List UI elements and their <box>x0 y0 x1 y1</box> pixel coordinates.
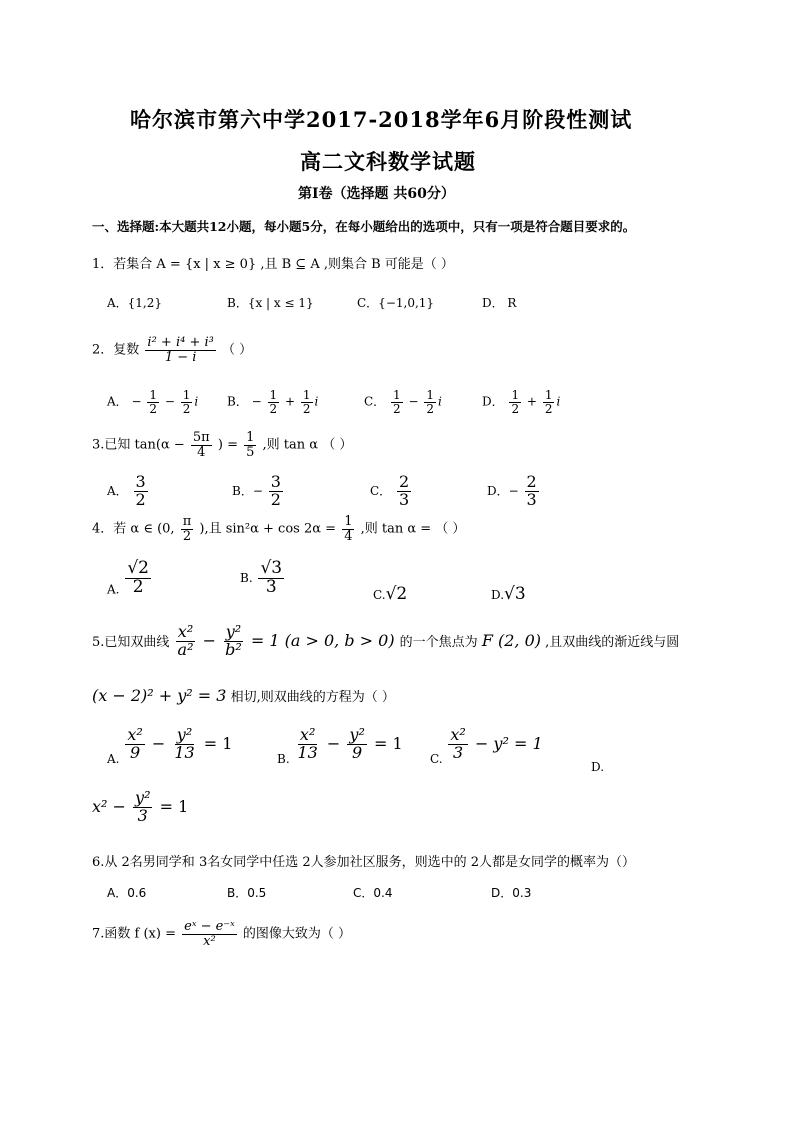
option-label: A. <box>107 751 120 766</box>
option-operator: − <box>164 394 175 409</box>
denominator: 2 <box>182 401 191 416</box>
numerator: 1 <box>302 388 311 402</box>
question-2-stem <box>92 336 252 364</box>
imaginary-unit: i <box>314 394 319 409</box>
option-label: A． <box>107 483 128 498</box>
question-3-prefix: 3.已知 tan(α − <box>92 437 185 453</box>
numerator: eˣ − e⁻ˣ <box>184 919 235 934</box>
question-5-option-c <box>430 725 543 766</box>
question-5-option-a <box>107 725 233 766</box>
option-fraction <box>147 389 159 415</box>
question-3-fraction-1 <box>191 431 212 459</box>
denominator: 5 <box>246 444 255 460</box>
option-label: D. <box>491 588 505 602</box>
numerator: 1 <box>246 430 255 445</box>
denominator: 2 <box>302 401 311 416</box>
equation-fraction <box>172 727 196 762</box>
denominator: a² <box>177 639 194 659</box>
denominator: 3 <box>265 576 277 597</box>
focus-point: F (2, 0) <box>481 630 542 650</box>
imaginary-unit: i <box>438 394 442 409</box>
question-1-option-a: A．{1,2} <box>107 296 163 310</box>
option-fraction <box>424 389 436 415</box>
numerator: 2 <box>399 472 410 491</box>
option-label: A． <box>107 394 128 409</box>
question-5-line-2-text: 相切,则双曲线的方程为（ ） <box>230 690 395 705</box>
option-fraction <box>543 389 555 415</box>
question-5-prefix: 5.已知双曲线 <box>92 634 170 650</box>
question-5-stem <box>92 624 679 659</box>
option-label: B. <box>277 751 290 766</box>
question-3-fraction-2 <box>244 431 256 459</box>
numerator: x² <box>450 725 466 744</box>
question-7-stem <box>92 920 351 948</box>
equation-rest: = 1 (a > 0, b > 0) <box>250 630 395 650</box>
numerator: 2 <box>526 472 537 491</box>
option-fraction <box>397 474 411 509</box>
denominator: 3 <box>399 489 410 509</box>
equation-fraction <box>223 624 244 659</box>
imaginary-unit: i <box>556 394 561 409</box>
option-operator: + <box>285 394 296 409</box>
denominator: 2 <box>426 401 435 416</box>
numerator: y² <box>349 725 365 744</box>
denominator: 2 <box>511 401 520 416</box>
question-2-option-b <box>227 389 318 415</box>
option-label: B． <box>227 394 248 409</box>
option-fraction <box>525 474 539 509</box>
option-value: √2 <box>385 584 408 604</box>
question-4-option-a <box>107 560 153 597</box>
section-instructions: 一、选择题:本大题共12小题，每小题5分，在每小题给出的选项中，只有一项是符合题目要求的。 <box>92 219 636 234</box>
option-equation: $\frac{\text{x²}}{9}$ − $\frac{\text{y²}}{13}$ = 1 <box>127 725 233 762</box>
question-4-fraction-2 <box>342 515 354 543</box>
numerator: y² <box>135 788 151 807</box>
option-fraction <box>125 560 151 597</box>
numerator: y² <box>225 622 242 641</box>
question-2-option-a <box>107 389 198 415</box>
denominator: 2 <box>393 401 401 416</box>
denominator: 9 <box>352 742 363 762</box>
denominator: 3 <box>137 805 148 825</box>
option-label: D． <box>482 394 504 409</box>
denominator: 4 <box>344 528 353 544</box>
numerator: 3 <box>135 472 146 491</box>
question-4-prefix: 4．若 α ∈ (0, <box>92 521 175 537</box>
option-label: D．− <box>487 483 519 498</box>
question-6-option-d: D．0.3 <box>491 886 532 900</box>
question-5-line-2 <box>92 686 395 705</box>
equation-fraction <box>347 727 366 762</box>
numerator: 3 <box>270 472 281 491</box>
circle-equation: (x − 2)² + y² = 3 <box>92 686 227 705</box>
numerator: y² <box>176 725 193 744</box>
question-2-fraction <box>145 336 215 364</box>
question-4-stem <box>92 515 465 543</box>
question-3-suffix: ,则 tan α （ ） <box>262 437 353 453</box>
question-1-option-c: C．{−1,0,1} <box>357 296 435 310</box>
numerator: 5π <box>192 430 210 445</box>
numerator: 1 <box>182 388 191 402</box>
numerator: x² <box>299 725 316 744</box>
numerator: x² <box>177 622 194 641</box>
denominator: 2 <box>270 489 281 509</box>
option-fraction <box>268 389 280 415</box>
question-4-fraction-1 <box>181 515 194 543</box>
question-4-mid: ),且 sin²α + cos 2α = <box>199 521 337 537</box>
denominator: 13 <box>297 742 318 762</box>
option-label: B．− <box>232 483 263 498</box>
option-label: C． <box>364 394 386 409</box>
question-4-option-c <box>373 584 407 604</box>
numerator: 1 <box>544 388 553 402</box>
denominator: 4 <box>197 444 206 460</box>
question-1-option-d: D． R <box>482 296 517 310</box>
question-5-option-d-equation <box>92 790 188 825</box>
question-3-stem <box>92 431 352 459</box>
numerator: x² <box>127 725 143 744</box>
option-equation: $\frac{\text{x²}}{13}$ − $\frac{\text{y²}}{9}$ = 1 <box>297 725 403 762</box>
denominator: 13 <box>174 742 195 762</box>
exam-subtitle: 高二文科数学试题 <box>300 149 476 174</box>
question-7-fraction <box>182 920 237 948</box>
denominator: 9 <box>129 742 141 762</box>
question-2-numerator: i² + i⁴ + i³ <box>147 335 214 350</box>
option-value: √3 <box>504 584 526 604</box>
equation-prefix: x² − <box>92 796 126 816</box>
numerator: π <box>182 514 192 529</box>
option-label: B. <box>240 570 253 585</box>
numerator: 1 <box>426 388 435 402</box>
question-5-option-b <box>277 725 403 766</box>
question-3-option-b <box>232 474 285 509</box>
question-3-option-c <box>370 474 413 509</box>
option-fraction <box>134 474 148 509</box>
question-2-option-c <box>364 389 442 415</box>
equation-fraction <box>125 727 144 762</box>
option-fraction <box>301 389 313 415</box>
option-label: A. <box>107 582 120 597</box>
question-3-option-d <box>487 474 541 509</box>
option-fraction <box>269 474 283 509</box>
question-3-option-a <box>107 474 150 509</box>
option-operator: − <box>408 394 419 409</box>
equation-rest: = 1 <box>373 733 403 753</box>
operator: − <box>202 630 216 650</box>
question-2-option-d <box>482 389 560 415</box>
question-7-suffix: 的图像大致为（ ） <box>242 926 352 942</box>
question-6-option-b: B．0.5 <box>227 886 267 900</box>
option-fraction <box>181 389 193 415</box>
option-operator: + <box>526 394 537 409</box>
question-2-suffix: （ ） <box>221 342 253 358</box>
denominator: 2 <box>182 528 192 544</box>
denominator: 2 <box>544 401 553 416</box>
option-fraction <box>391 389 403 415</box>
question-5-mid: 的一个焦点为 <box>399 634 478 650</box>
question-6-option-c: C．0.4 <box>353 886 393 900</box>
equation-rest: = 1 <box>159 796 189 816</box>
question-1-option-b: B．{x | x ≤ 1} <box>227 296 314 310</box>
question-5-suffix: ,且双曲线的渐近线与圆 <box>545 634 680 650</box>
option-sign: − <box>251 394 262 409</box>
question-6-stem: 6.从 2名男同学和 3名女同学中任选 2人参加社区服务，则选中的 2人都是女同学的概率为（） <box>92 855 636 870</box>
denominator: b² <box>225 639 242 659</box>
question-5-option-d-label: D. <box>591 760 605 774</box>
numerator: √2 <box>127 558 149 578</box>
numerator: 1 <box>344 514 353 529</box>
option-equation <box>446 725 543 762</box>
equation-fraction <box>295 727 319 762</box>
question-3-mid: ) = <box>217 437 238 453</box>
numerator: 1 <box>149 388 158 402</box>
question-4-option-b <box>240 560 286 597</box>
part-heading: 第Ⅰ卷（选择题 共60分） <box>298 186 455 202</box>
equation-rest: = 1 <box>203 733 233 753</box>
question-4-suffix: ,则 tan α = （ ） <box>360 521 466 537</box>
denominator: 3 <box>526 489 537 509</box>
question-1-stem: 1．若集合 A = {x | x ≥ 0} ,且 B ⊆ A ,则集合 B 可能是（ ） <box>92 257 454 272</box>
question-4-option-d <box>491 584 526 604</box>
hyperbola-equation <box>174 622 400 659</box>
denominator: x² <box>203 933 216 949</box>
denominator: 2 <box>269 401 278 416</box>
numerator: 1 <box>269 388 278 402</box>
denominator: 2 <box>135 489 146 509</box>
option-label: C． <box>370 483 392 498</box>
exam-title: 哈尔滨市第六中学2017-2018学年6月阶段性测试 <box>130 107 633 132</box>
question-7-prefix: 7.函数 f (x) = <box>92 926 176 942</box>
numerator: 1 <box>393 388 401 402</box>
question-2-prefix: 2．复数 <box>92 342 140 358</box>
option-label: C. <box>373 588 386 602</box>
option-fraction <box>258 560 284 597</box>
question-6-option-a: A．0.6 <box>107 886 147 900</box>
equation-fraction <box>448 727 467 762</box>
numerator: √3 <box>260 558 283 578</box>
option-label: C. <box>430 751 443 766</box>
denominator: 2 <box>132 576 144 597</box>
equation-rest: − y² = 1 <box>474 733 543 753</box>
equation-fraction <box>133 790 152 825</box>
imaginary-unit: i <box>194 394 199 409</box>
option-sign: − <box>131 394 142 409</box>
numerator: 1 <box>511 388 520 402</box>
option-fraction <box>509 389 521 415</box>
question-2-denominator: 1 − i <box>164 349 197 365</box>
denominator: 3 <box>453 742 464 762</box>
denominator: 2 <box>149 401 158 416</box>
equation-fraction <box>176 624 196 659</box>
